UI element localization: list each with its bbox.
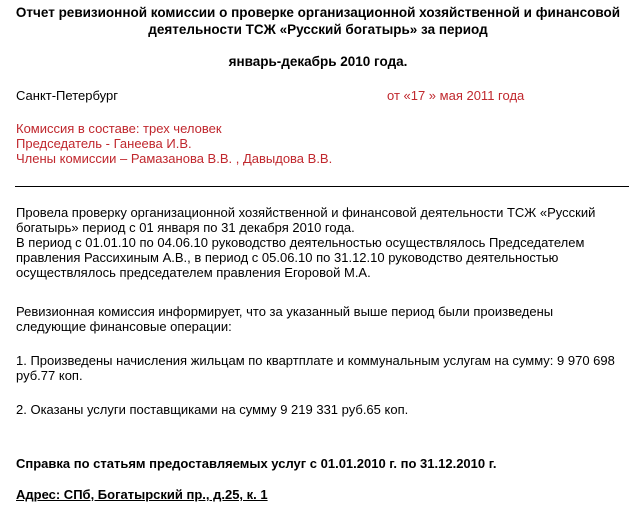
- address-line: Адрес: СПб, Богатырский пр., д.25, к. 1: [16, 487, 268, 502]
- commission-members: Члены комиссии – Рамазанова В.В. , Давыдова В.В.: [16, 151, 333, 166]
- item-1-paragraph: 1. Произведены начисления жильцам по квартплате и коммунальным услугам на сумму: 9 970 698 руб.77 коп.: [16, 353, 615, 383]
- services-reference-heading: Справка по статьям предоставляемых услуг с 01.01.2010 г. по 31.12.2010 г.: [16, 456, 497, 471]
- commission-composition: Комиссия в составе: трех человек: [16, 121, 222, 136]
- commission-block: [16, 121, 332, 166]
- report-title-line-1: Отчет ревизионной комиссии о проверке организационной хозяйственной и финансовой: [15, 5, 621, 20]
- item-2-paragraph: 2. Оказаны услуги поставщиками на сумму 9 219 331 руб.65 коп.: [16, 402, 409, 417]
- report-title-line-2: деятельности ТСЖ «Русский богатырь» за период: [148, 22, 488, 37]
- report-title-period: январь-декабрь 2010 года.: [228, 54, 408, 69]
- commission-chair: Председатель - Ганеева И.В.: [16, 136, 192, 151]
- management-text: В период с 01.01.10 по 04.06.10 руководство деятельностью осуществлялось Председателем правления Рассихиным А.В., в период с 05.06.10 по 31.12.10 руководство деятельностью осуществлялось председателем правления Егоровой М.А.: [16, 235, 585, 280]
- intro-text: Провела проверку организационной хозяйственной и финансовой деятельности ТСЖ «Русский богатырь» период с 01 января по 31 декабря 2010 года.: [16, 205, 596, 235]
- report-date: от «17 » мая 2011 года: [387, 88, 525, 103]
- inform-paragraph: Ревизионная комиссия информирует, что за указанный выше период были произведены следующие финансовые операции:: [16, 304, 554, 334]
- intro-paragraph: [16, 205, 616, 280]
- place-label: Санкт-Петербург: [16, 88, 118, 103]
- horizontal-divider: [15, 186, 629, 187]
